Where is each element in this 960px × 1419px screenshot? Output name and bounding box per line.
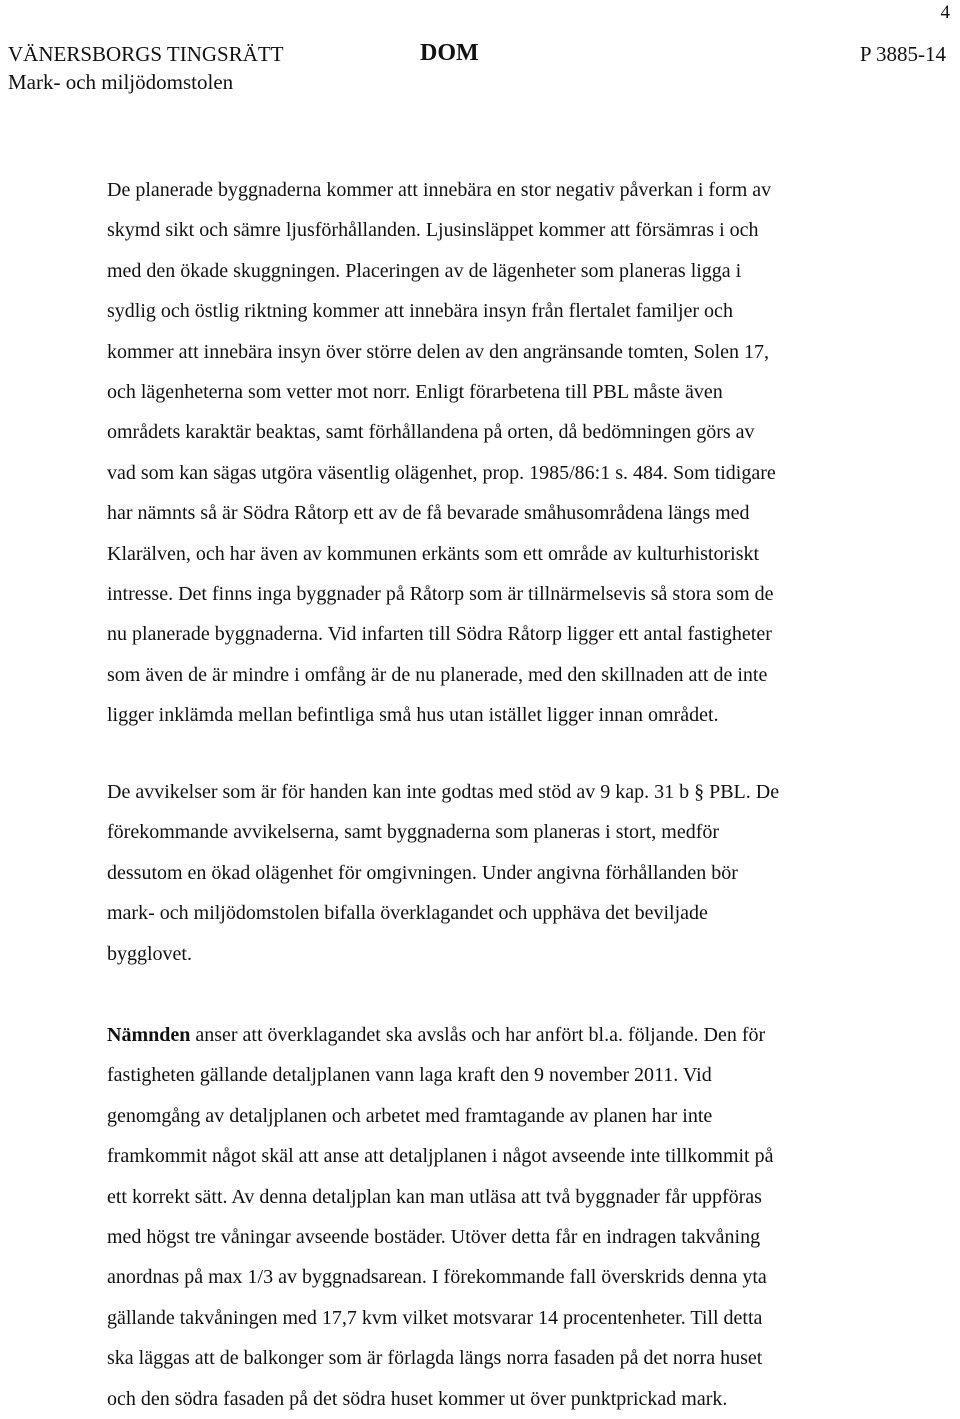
paragraph-line: De avvikelser som är för handen kan inte godtas med stöd av 9 kap. 31 b § PBL. De [107, 781, 780, 803]
paragraph-line: ligger inklämda mellan befintliga små hus utan istället ligger innan området. [107, 704, 719, 727]
paragraph-line: har nämnts så är Södra Råtorp ett av de få bevarade småhusområdena längs med [107, 502, 750, 525]
paragraph-line: vad som kan sägas utgöra väsentlig olägenhet, prop. 1985/86:1 s. 484. Som tidigare [107, 461, 776, 484]
document-type: DOM [420, 40, 479, 66]
paragraph-complaint [107, 170, 897, 735]
paragraph-line: ska läggas att de balkonger som är förlagda längs norra fasaden på det norra huset [107, 1347, 763, 1370]
department-name: Mark- och miljödomstolen [8, 70, 234, 94]
paragraph-line: genomgång av detaljplanen och arbetet med framtagande av planen har inte [107, 1104, 713, 1127]
page-number: 4 [940, 2, 950, 23]
paragraph-line: och lägenheterna som vetter mot norr. Enligt förarbetena till PBL måste även [107, 380, 723, 403]
paragraph-line: ett korrekt sätt. Av denna detaljplan kan man utläsa att två byggnader får uppföras [107, 1185, 762, 1208]
paragraph-line: som även de är mindre i omfång är de nu planerade, med den skillnaden att de inte [107, 663, 768, 686]
paragraph-committee [107, 1015, 897, 1419]
paragraph-line [107, 1015, 897, 1055]
paragraph-line: gällande takvåningen med 17,7 kvm vilket motsvarar 14 procentenheter. Till detta [107, 1306, 763, 1329]
paragraph-line: anordnas på max 1/3 av byggnadsarean. I förekommande fall överskrids denna yta [107, 1266, 767, 1289]
paragraph-line: och den södra fasaden på det södra huset kommer ut över punktprickad mark. [107, 1387, 728, 1410]
paragraph-line: bygglovet. [107, 942, 192, 965]
paragraph-line: mark- och miljödomstolen bifalla överklagandet och upphäva det beviljade [107, 902, 708, 925]
paragraph-line: områdets karaktär beaktas, samt förhållandena på orten, då bedömningen görs av [107, 421, 755, 444]
committee-lead: Nämnden [107, 1024, 191, 1046]
court-name: VÄNERSBORGS TINGSRÄTT [8, 42, 284, 66]
committee-first-line: anser att överklagandet ska avslås och har anfört bl.a. följande. Den för [190, 1024, 766, 1046]
paragraph-line: skymd sikt och sämre ljusförhållanden. Ljusinsläppet kommer att försämras i och [107, 219, 759, 242]
paragraph-line: förekommande avvikelserna, samt byggnaderna som planeras i stort, medför [107, 821, 720, 844]
paragraph-line: med högst tre våningar avseende bostäder. Utöver detta får en indragen takvåning [107, 1225, 761, 1248]
paragraph-line: sydlig och östlig riktning kommer att innebära insyn från flertalet familjer och [107, 300, 733, 323]
paragraph-deviations [107, 772, 897, 974]
paragraph-line: De planerade byggnaderna kommer att innebära en stor negativ påverkan i form av [107, 179, 772, 201]
paragraph-line: Klarälven, och har även av kommunen erkänts som ett område av kulturhistoriskt [107, 542, 760, 565]
paragraph-line: intresse. Det finns inga byggnader på Råtorp som är tillnärmelsevis så stora som de [107, 582, 774, 605]
paragraph-line: kommer att innebära insyn över större delen av den angränsande tomten, Solen 17, [107, 340, 770, 363]
paragraph-line: med den ökade skuggningen. Placeringen av de lägenheter som planeras ligga i [107, 259, 742, 282]
paragraph-line: dessutom en ökad olägenhet för omgivningen. Under angivna förhållanden bör [107, 861, 738, 884]
paragraph-line: fastigheten gällande detaljplanen vann laga kraft den 9 november 2011. Vid [107, 1064, 712, 1087]
paragraph-line: framkommit något skäl att anse att detaljplanen i något avseende inte tillkommit på [107, 1145, 774, 1168]
case-number: P 3885-14 [859, 42, 946, 66]
paragraph-line: nu planerade byggnaderna. Vid infarten till Södra Råtorp ligger ett antal fastigheter [107, 623, 772, 646]
